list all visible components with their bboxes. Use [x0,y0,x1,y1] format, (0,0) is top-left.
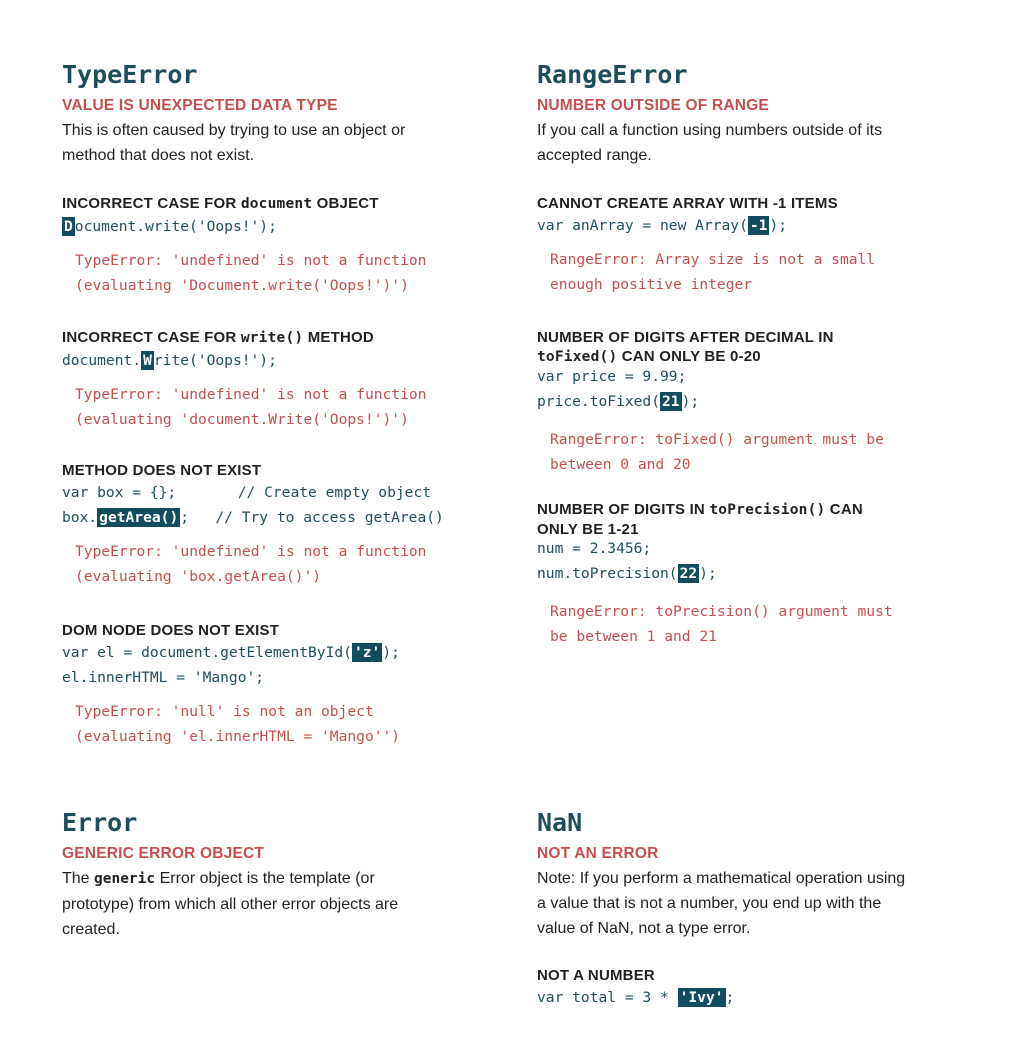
typeerror-example-write-case [62,328,426,432]
code-highlight: 'z' [353,644,381,661]
example-heading: INCORRECT CASE FOR write() METHOD [62,329,374,346]
typeerror-title: TypeError [62,60,198,89]
example-heading-line-1: NUMBER OF DIGITS AFTER DECIMAL IN [537,329,834,346]
error-message-line-2: be between 1 and 21 [550,628,717,645]
rangeerror-example-toprecision [537,500,893,649]
code-highlight: -1 [749,217,768,234]
code-highlight: 22 [679,565,698,582]
error-message-line-1: TypeError: 'undefined' is not a function [75,252,427,269]
typeerror-example-document-case [62,194,426,298]
code-line: var anArray = new Array( -1 ); [537,217,788,234]
error-message-line-2: between 0 and 20 [550,456,691,473]
error-title: Error [62,808,138,837]
code-line-1: var box = {}; // Create empty object [62,484,432,501]
error-desc-line-3: created. [62,921,120,938]
error-message-line-1: TypeError: 'undefined' is not a function [75,386,427,403]
rangeerror-section [537,60,977,660]
error-message-line-1: RangeError: toFixed() argument must be [550,431,884,448]
code-line-2: price.toFixed( 21 ); [537,393,700,410]
code-highlight: D [64,218,73,235]
error-subtitle: GENERIC ERROR OBJECT [62,845,265,862]
code-line-1: num = 2.3456; [537,540,652,557]
example-heading: NOT A NUMBER [537,967,655,984]
nan-title: NaN [537,808,583,837]
code-highlight: W [143,352,152,369]
typeerror-subtitle: VALUE IS UNEXPECTED DATA TYPE [62,97,338,114]
rangeerror-title: RangeError [537,60,688,89]
nan-desc-line-2: a value that is not a number, you end up with the [537,895,882,912]
example-heading-line-2: toFixed() CAN ONLY BE 0-20 [537,348,761,365]
error-desc-line-1: The generic Error object is the template (or [62,870,375,887]
code-highlight: getArea() [99,509,179,526]
nan-section [537,808,977,1028]
error-section [62,808,502,958]
typeerror-desc-line-2: method that does not exist. [62,147,255,164]
nan-example-not-a-number [537,966,734,1010]
code-line-1: var price = 9.99; [537,368,687,385]
rangeerror-desc-line-2: accepted range. [537,147,652,164]
error-desc-line-2: prototype) from which all other error objects are [62,896,399,913]
rangeerror-example-array [537,194,875,297]
code-line-2: el.innerHTML = 'Mango'; [62,669,265,686]
example-heading: CANNOT CREATE ARRAY WITH -1 ITEMS [537,195,838,212]
error-message-line-1: TypeError: 'null' is not an object [75,703,374,720]
rangeerror-subtitle: NUMBER OUTSIDE OF RANGE [537,97,769,114]
code-highlight: 21 [662,393,680,410]
code-line: document. W rite('Oops!'); [62,352,277,369]
code-highlight: 'Ivy' [679,989,724,1006]
example-heading-line-1: NUMBER OF DIGITS IN toPrecision() CAN [537,501,863,518]
error-message-line-2: (evaluating 'box.getArea()') [75,568,322,585]
error-message-line-1: RangeError: Array size is not a small [550,251,876,268]
typeerror-example-dom-node-missing [62,621,400,749]
error-message-line-1: RangeError: toPrecision() argument must [550,603,893,620]
error-message-line-2: enough positive integer [550,276,753,293]
typeerror-section [62,60,502,780]
code-line-2: box. getArea() ; // Try to access getArea() [62,509,444,526]
nan-desc-line-3: value of NaN, not a type error. [537,920,751,937]
code-line-2: num.toPrecision( 22 ); [537,565,717,582]
code-line: D ocument.write('Oops!'); [64,218,277,235]
error-message-line-2: (evaluating 'Document.write('Oops!')') [75,277,409,294]
example-heading-line-2: ONLY BE 1-21 [537,521,639,538]
error-message-line-1: TypeError: 'undefined' is not a function [75,543,427,560]
example-heading: DOM NODE DOES NOT EXIST [62,622,280,639]
example-heading: INCORRECT CASE FOR document OBJECT [62,195,379,212]
nan-subtitle: NOT AN ERROR [537,845,659,862]
typeerror-desc-line-1: This is often caused by trying to use an object or [62,122,406,139]
example-heading: METHOD DOES NOT EXIST [62,462,262,479]
error-message-line-2: (evaluating 'document.Write('Oops!')') [75,411,409,428]
rangeerror-example-tofixed [537,328,884,477]
rangeerror-desc-line-1: If you call a function using numbers outside of its [537,122,883,139]
typeerror-example-method-missing [62,461,444,589]
code-line: var total = 3 * 'Ivy' ; [537,989,735,1006]
error-message-line-2: (evaluating 'el.innerHTML = 'Mango'') [75,728,401,745]
nan-desc-line-1: Note: If you perform a mathematical operation using [537,870,906,887]
code-line-1: var el = document.getElementById( 'z' ); [62,644,400,661]
